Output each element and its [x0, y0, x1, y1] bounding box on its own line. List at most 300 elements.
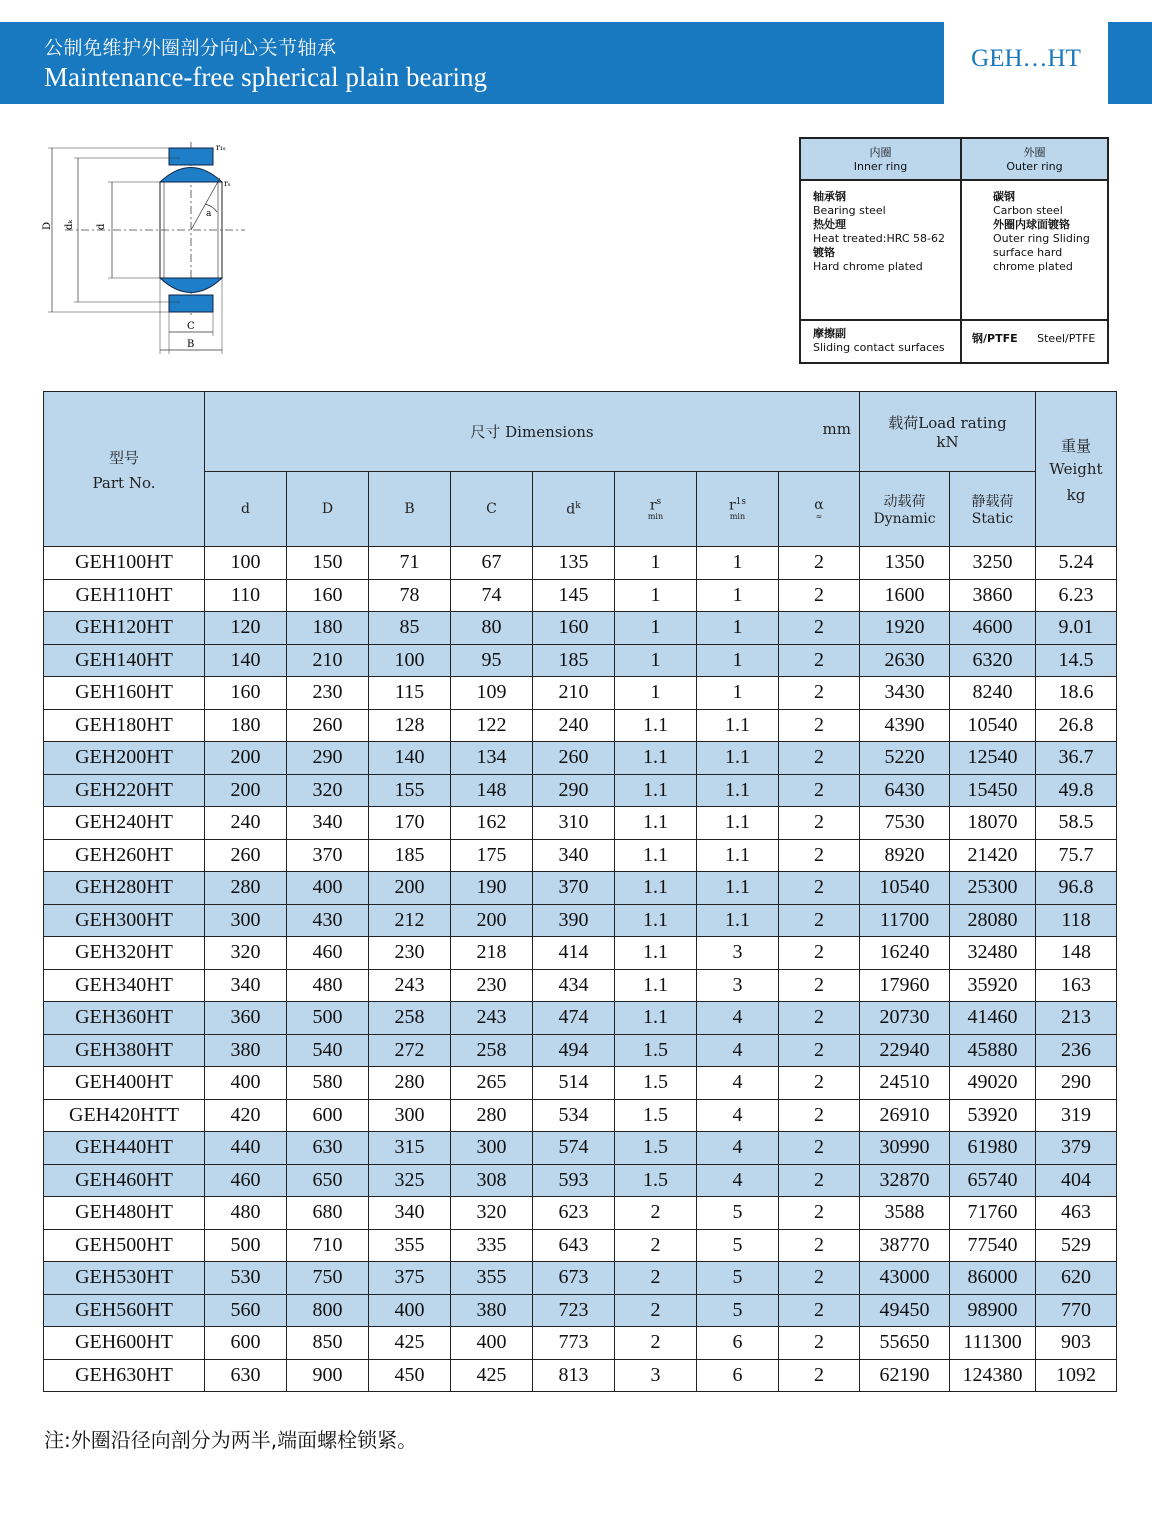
table-row [44, 1067, 1117, 1100]
table-cell: 4600 [950, 612, 1036, 645]
table-cell: 30990 [860, 1132, 950, 1165]
dimensions-table [43, 391, 1117, 1392]
table-cell: 7530 [860, 807, 950, 840]
table-cell: 5 [697, 1294, 779, 1327]
table-cell: 160 [533, 612, 615, 645]
table-cell: 2 [779, 774, 860, 807]
inner-ring-bottom [160, 278, 222, 293]
table-cell: 494 [533, 1034, 615, 1067]
table-cell: 5 [697, 1262, 779, 1295]
label-a: a [206, 209, 212, 219]
table-cell: 630 [205, 1359, 287, 1392]
table-cell: 71 [369, 547, 451, 580]
table-cell: 86000 [950, 1262, 1036, 1295]
table-cell: 61980 [950, 1132, 1036, 1165]
table-cell: 212 [369, 904, 451, 937]
part-number-cell: GEH400HT [44, 1067, 205, 1100]
table-cell: 15450 [950, 774, 1036, 807]
table-cell: 1.5 [615, 1099, 697, 1132]
table-cell: 320 [451, 1197, 533, 1230]
material-table [799, 137, 1109, 364]
table-cell: 4 [697, 1099, 779, 1132]
table-cell: 440 [205, 1132, 287, 1165]
table-cell: 2 [779, 1294, 860, 1327]
table-cell: 32480 [950, 937, 1036, 970]
table-cell: 5.24 [1036, 547, 1117, 580]
table-cell: 2 [779, 904, 860, 937]
table-cell: 340 [369, 1197, 451, 1230]
table-cell: 200 [369, 872, 451, 905]
table-cell: 1.1 [697, 872, 779, 905]
table-cell: 41460 [950, 1002, 1036, 1035]
table-cell: 903 [1036, 1327, 1117, 1360]
table-cell: 4 [697, 1067, 779, 1100]
table-cell: 325 [369, 1164, 451, 1197]
table-cell: 1 [615, 547, 697, 580]
table-cell: 2 [779, 807, 860, 840]
table-cell: 2 [779, 1034, 860, 1067]
table-cell: 20730 [860, 1002, 950, 1035]
table-cell: 258 [369, 1002, 451, 1035]
table-row [44, 1099, 1117, 1132]
table-cell: 1.1 [615, 1002, 697, 1035]
table-cell: 600 [287, 1099, 369, 1132]
table-cell: 630 [287, 1132, 369, 1165]
table-cell: 1.1 [697, 807, 779, 840]
table-body [44, 547, 1117, 1392]
table-cell: 1.1 [697, 904, 779, 937]
table-cell: 35920 [950, 969, 1036, 1002]
table-row [44, 839, 1117, 872]
table-cell: 115 [369, 677, 451, 710]
table-cell: 180 [287, 612, 369, 645]
table-cell: 6 [697, 1359, 779, 1392]
table-cell: 145 [533, 579, 615, 612]
col-d: d [205, 472, 287, 547]
table-cell: 1 [615, 579, 697, 612]
table-cell: 74 [451, 579, 533, 612]
table-row [44, 1327, 1117, 1360]
part-number-cell: GEH200HT [44, 742, 205, 775]
col-dynamic: 动载荷 Dynamic [860, 472, 950, 547]
table-cell: 272 [369, 1034, 451, 1067]
table-cell: 400 [451, 1327, 533, 1360]
outer-ring-top [169, 148, 213, 165]
col-B: B [369, 472, 451, 547]
table-cell: 258 [451, 1034, 533, 1067]
table-cell: 1092 [1036, 1359, 1117, 1392]
outer-ring-column [962, 139, 1107, 362]
table-cell: 340 [287, 807, 369, 840]
table-cell: 148 [1036, 937, 1117, 970]
table-cell: 813 [533, 1359, 615, 1392]
table-cell: 49.8 [1036, 774, 1117, 807]
table-cell: 593 [533, 1164, 615, 1197]
table-cell: 1.1 [615, 742, 697, 775]
table-cell: 2 [779, 937, 860, 970]
table-cell: 850 [287, 1327, 369, 1360]
table-cell: 680 [287, 1197, 369, 1230]
table-cell: 1600 [860, 579, 950, 612]
table-cell: 160 [287, 579, 369, 612]
table-cell: 534 [533, 1099, 615, 1132]
part-number-cell: GEH240HT [44, 807, 205, 840]
table-cell: 36.7 [1036, 742, 1117, 775]
table-row [44, 1002, 1117, 1035]
table-cell: 340 [533, 839, 615, 872]
table-cell: 180 [205, 709, 287, 742]
table-cell: 96.8 [1036, 872, 1117, 905]
table-cell: 1 [615, 677, 697, 710]
table-cell: 17960 [860, 969, 950, 1002]
table-cell: 6.23 [1036, 579, 1117, 612]
table-cell: 236 [1036, 1034, 1117, 1067]
load-rating-header: 载荷Load rating kN [860, 392, 1036, 472]
table-cell: 2 [779, 1099, 860, 1132]
table-cell: 280 [451, 1099, 533, 1132]
table-cell: 10540 [950, 709, 1036, 742]
table-cell: 379 [1036, 1132, 1117, 1165]
table-cell: 1.1 [615, 904, 697, 937]
table-row [44, 1294, 1117, 1327]
table-cell: 1.1 [697, 774, 779, 807]
table-cell: 320 [287, 774, 369, 807]
table-cell: 1920 [860, 612, 950, 645]
table-cell: 25300 [950, 872, 1036, 905]
table-cell: 4 [697, 1002, 779, 1035]
table-cell: 1 [615, 612, 697, 645]
table-cell: 2 [615, 1294, 697, 1327]
table-cell: 650 [287, 1164, 369, 1197]
table-cell: 2 [779, 1197, 860, 1230]
table-cell: 2 [779, 1132, 860, 1165]
table-cell: 400 [369, 1294, 451, 1327]
table-cell: 2 [779, 1229, 860, 1262]
table-cell: 308 [451, 1164, 533, 1197]
table-cell: 5 [697, 1229, 779, 1262]
table-cell: 110 [205, 579, 287, 612]
label-r1s: r₁ₛ [216, 143, 226, 152]
label-B: B [187, 339, 195, 350]
label-dk: dₖ [64, 219, 75, 230]
part-number-cell: GEH260HT [44, 839, 205, 872]
title-en: Maintenance-free spherical plain bearing [44, 62, 488, 92]
label-d: d [96, 223, 107, 230]
table-cell: 425 [451, 1359, 533, 1392]
table-cell: 185 [369, 839, 451, 872]
table-cell: 1.1 [697, 839, 779, 872]
table-cell: 120 [205, 612, 287, 645]
part-number-cell: GEH320HT [44, 937, 205, 970]
table-cell: 2 [779, 1067, 860, 1100]
table-cell: 265 [451, 1067, 533, 1100]
table-cell: 1.5 [615, 1132, 697, 1165]
table-cell: 319 [1036, 1099, 1117, 1132]
table-cell: 26.8 [1036, 709, 1117, 742]
table-cell: 3588 [860, 1197, 950, 1230]
table-cell: 148 [451, 774, 533, 807]
table-cell: 480 [205, 1197, 287, 1230]
part-number-cell: GEH180HT [44, 709, 205, 742]
part-number-cell: GEH160HT [44, 677, 205, 710]
table-cell: 315 [369, 1132, 451, 1165]
table-cell: 3 [697, 937, 779, 970]
table-cell: 514 [533, 1067, 615, 1100]
col-dk: $d^k$ [533, 472, 615, 547]
part-number-cell: GEH630HT [44, 1359, 205, 1392]
outer-ring-spec: 碳钢 Carbon steel 外圈内球面镀铬 Outer ring Sliding surface hard chrome plated [993, 190, 1090, 273]
table-row [44, 807, 1117, 840]
table-cell: 340 [205, 969, 287, 1002]
outer-ring-header: 外圈 Outer ring [962, 139, 1107, 181]
table-cell: 170 [369, 807, 451, 840]
table-row [44, 904, 1117, 937]
table-cell: 2 [615, 1327, 697, 1360]
table-cell: 2 [779, 579, 860, 612]
table-cell: 434 [533, 969, 615, 1002]
table-cell: 1.1 [615, 807, 697, 840]
part-number-cell: GEH360HT [44, 1002, 205, 1035]
table-cell: 140 [369, 742, 451, 775]
table-cell: 425 [369, 1327, 451, 1360]
table-cell: 14.5 [1036, 644, 1117, 677]
table-cell: 2 [779, 872, 860, 905]
table-cell: 310 [533, 807, 615, 840]
table-cell: 3 [615, 1359, 697, 1392]
col-C: C [451, 472, 533, 547]
table-cell: 77540 [950, 1229, 1036, 1262]
table-cell: 218 [451, 937, 533, 970]
table-cell: 75.7 [1036, 839, 1117, 872]
col-D: D [287, 472, 369, 547]
table-cell: 900 [287, 1359, 369, 1392]
table-cell: 240 [533, 709, 615, 742]
table-cell: 28080 [950, 904, 1036, 937]
part-number-cell: GEH500HT [44, 1229, 205, 1262]
part-number-cell: GEH120HT [44, 612, 205, 645]
table-cell: 290 [287, 742, 369, 775]
part-number-cell: GEH600HT [44, 1327, 205, 1360]
table-row [44, 1359, 1117, 1392]
table-cell: 480 [287, 969, 369, 1002]
table-cell: 2 [779, 1262, 860, 1295]
table-cell: 460 [287, 937, 369, 970]
table-cell: 370 [287, 839, 369, 872]
table-cell: 109 [451, 677, 533, 710]
table-cell: 3860 [950, 579, 1036, 612]
table-cell: 529 [1036, 1229, 1117, 1262]
table-cell: 163 [1036, 969, 1117, 1002]
outer-ring-bottom [169, 295, 213, 312]
table-cell: 240 [205, 807, 287, 840]
part-number-cell: GEH110HT [44, 579, 205, 612]
table-cell: 124380 [950, 1359, 1036, 1392]
inner-ring-column [801, 139, 962, 362]
table-cell: 420 [205, 1099, 287, 1132]
footnote: 注:外圈沿径向剖分为两半,端面螺栓锁紧。 [44, 1428, 418, 1452]
table-cell: 135 [533, 547, 615, 580]
table-cell: 723 [533, 1294, 615, 1327]
table-cell: 6320 [950, 644, 1036, 677]
table-cell: 80 [451, 612, 533, 645]
table-cell: 2 [779, 1359, 860, 1392]
table-cell: 200 [451, 904, 533, 937]
table-cell: 3430 [860, 677, 950, 710]
table-row [44, 1132, 1117, 1165]
table-cell: 2 [615, 1229, 697, 1262]
table-cell: 260 [287, 709, 369, 742]
table-cell: 21420 [950, 839, 1036, 872]
table-cell: 160 [205, 677, 287, 710]
table-cell: 375 [369, 1262, 451, 1295]
table-cell: 2 [779, 612, 860, 645]
table-cell: 1.1 [615, 839, 697, 872]
part-number-cell: GEH480HT [44, 1197, 205, 1230]
table-cell: 200 [205, 742, 287, 775]
table-cell: 18070 [950, 807, 1036, 840]
part-no-header: 型号 Part No. [44, 392, 205, 547]
table-cell: 643 [533, 1229, 615, 1262]
table-cell: 22940 [860, 1034, 950, 1067]
table-cell: 71760 [950, 1197, 1036, 1230]
table-cell: 300 [205, 904, 287, 937]
table-row [44, 937, 1117, 970]
table-cell: 1 [697, 644, 779, 677]
table-cell: 118 [1036, 904, 1117, 937]
table-cell: 140 [205, 644, 287, 677]
table-cell: 85 [369, 612, 451, 645]
table-cell: 38770 [860, 1229, 950, 1262]
table-row [44, 969, 1117, 1002]
table-cell: 2 [779, 839, 860, 872]
table-cell: 280 [369, 1067, 451, 1100]
table-cell: 150 [287, 547, 369, 580]
part-number-cell: GEH220HT [44, 774, 205, 807]
table-cell: 335 [451, 1229, 533, 1262]
table-cell: 500 [287, 1002, 369, 1035]
table-cell: 560 [205, 1294, 287, 1327]
table-cell: 162 [451, 807, 533, 840]
table-cell: 260 [533, 742, 615, 775]
table-cell: 55650 [860, 1327, 950, 1360]
table-row [44, 709, 1117, 742]
inner-ring-top [160, 168, 222, 183]
table-cell: 400 [287, 872, 369, 905]
table-cell: 280 [205, 872, 287, 905]
table-cell: 623 [533, 1197, 615, 1230]
part-number-cell: GEH420HTT [44, 1099, 205, 1132]
table-cell: 4 [697, 1132, 779, 1165]
table-cell: 1.5 [615, 1067, 697, 1100]
table-cell: 100 [369, 644, 451, 677]
table-cell: 18.6 [1036, 677, 1117, 710]
part-number-cell: GEH140HT [44, 644, 205, 677]
table-cell: 404 [1036, 1164, 1117, 1197]
table-cell: 1 [697, 579, 779, 612]
table-cell: 2 [779, 677, 860, 710]
dimensions-header: 尺寸 Dimensions mm [205, 392, 860, 472]
table-cell: 4 [697, 1034, 779, 1067]
table-cell: 213 [1036, 1002, 1117, 1035]
table-cell: 430 [287, 904, 369, 937]
table-cell: 2 [779, 742, 860, 775]
part-number-cell: GEH440HT [44, 1132, 205, 1165]
table-cell: 355 [451, 1262, 533, 1295]
table-cell: 210 [533, 677, 615, 710]
table-cell: 2 [779, 1002, 860, 1035]
table-cell: 49020 [950, 1067, 1036, 1100]
title-cn: 公制免维护外圈剖分向心关节轴承 [44, 37, 337, 59]
table-cell: 9.01 [1036, 612, 1117, 645]
table-cell: 1.1 [615, 937, 697, 970]
inner-ring-spec: 轴承钢 Bearing steel 热处理 Heat treated:HRC 58-62 镀铬 Hard chrome plated [813, 190, 945, 273]
table-cell: 1 [697, 677, 779, 710]
table-cell: 380 [205, 1034, 287, 1067]
part-number-cell: GEH380HT [44, 1034, 205, 1067]
table-cell: 1.1 [697, 709, 779, 742]
table-cell: 58.5 [1036, 807, 1117, 840]
table-cell: 128 [369, 709, 451, 742]
table-cell: 200 [205, 774, 287, 807]
table-cell: 580 [287, 1067, 369, 1100]
table-cell: 67 [451, 547, 533, 580]
table-cell: 5220 [860, 742, 950, 775]
table-cell: 6 [697, 1327, 779, 1360]
table-row [44, 774, 1117, 807]
table-cell: 260 [205, 839, 287, 872]
table-cell: 460 [205, 1164, 287, 1197]
table-cell: 230 [451, 969, 533, 1002]
table-cell: 2 [615, 1197, 697, 1230]
table-cell: 1 [615, 644, 697, 677]
table-cell: 370 [533, 872, 615, 905]
part-number-cell: GEH100HT [44, 547, 205, 580]
table-cell: 320 [205, 937, 287, 970]
table-cell: 1 [697, 612, 779, 645]
table-cell: 540 [287, 1034, 369, 1067]
table-cell: 290 [533, 774, 615, 807]
table-row [44, 612, 1117, 645]
table-cell: 300 [369, 1099, 451, 1132]
table-cell: 49450 [860, 1294, 950, 1327]
table-cell: 175 [451, 839, 533, 872]
table-cell: 2 [779, 969, 860, 1002]
table-cell: 1.1 [697, 742, 779, 775]
table-row [44, 1197, 1117, 1230]
table-cell: 185 [533, 644, 615, 677]
table-cell: 6430 [860, 774, 950, 807]
table-cell: 95 [451, 644, 533, 677]
table-cell: 1.5 [615, 1034, 697, 1067]
label-rs: rₛ [224, 179, 231, 188]
col-rs: $r^s$ min [615, 472, 697, 547]
table-cell: 43000 [860, 1262, 950, 1295]
sliding-value: 钢/PTFE Steel/PTFE [962, 319, 1107, 362]
table-row [44, 1262, 1117, 1295]
table-cell: 155 [369, 774, 451, 807]
part-number-cell: GEH280HT [44, 872, 205, 905]
table-cell: 2 [779, 1164, 860, 1197]
part-number-cell: GEH560HT [44, 1294, 205, 1327]
table-cell: 190 [451, 872, 533, 905]
table-cell: 1.1 [615, 969, 697, 1002]
table-cell: 1.1 [615, 872, 697, 905]
table-cell: 111300 [950, 1327, 1036, 1360]
table-cell: 620 [1036, 1262, 1117, 1295]
table-cell: 100 [205, 547, 287, 580]
table-cell: 122 [451, 709, 533, 742]
table-cell: 1350 [860, 547, 950, 580]
